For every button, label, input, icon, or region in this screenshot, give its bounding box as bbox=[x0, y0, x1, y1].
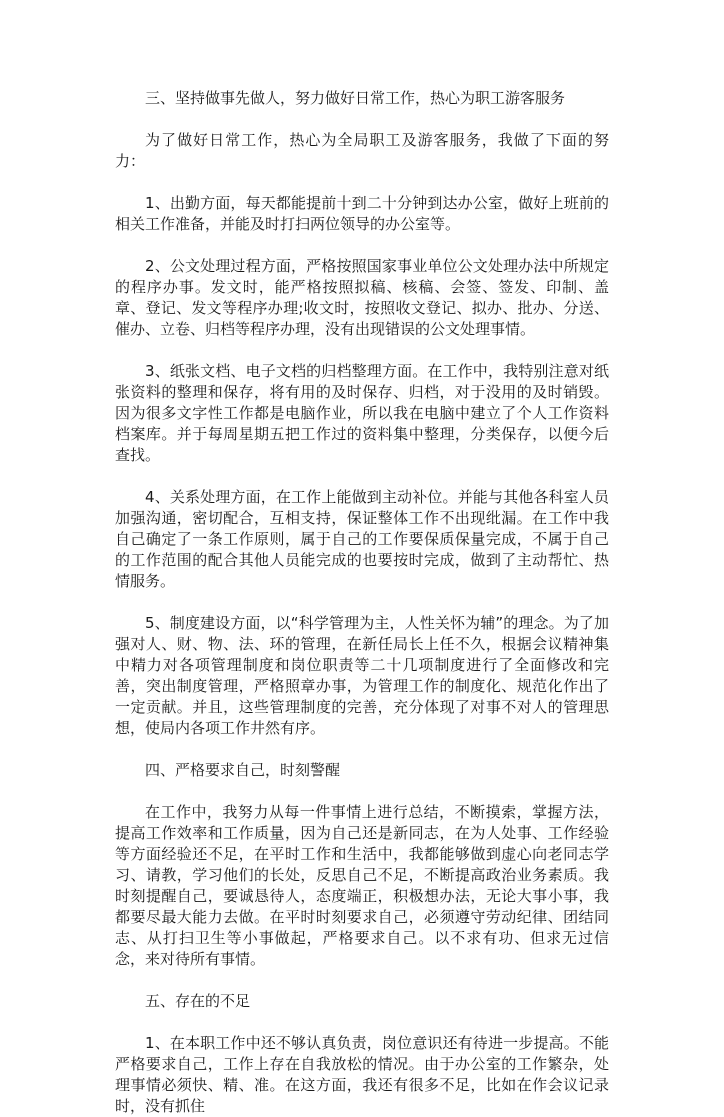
section-5-item-1: 1、在本职工作中还不够认真负责，岗位意识还有待进一步提高。不能严格要求自己，工作上存在自我放松的情况。由于办公室的工作繁杂，处理事情必须快、精、准。在这方面，我还有很多不足，比如在作会议记录时，没有抓住 bbox=[115, 1034, 609, 1115]
section-4-body: 在工作中，我努力从每一件事情上进行总结，不断摸索，掌握方法，提高工作效率和工作质量，因为自己还是新同志，在为人处事、工作经验等方面经验还不足，在平时工作和生活中，我都能够做到虚心向老同志学习、请教，学习他们的长处，反思自己不足，不断提高政治业务素质。我时刻提醒自己，要诚恳待人，态度端正，积极想办法，无论大事小事，我都要尽最大能力去做。在平时时刻要求自己，必须遵守劳动纪律、团结同志、从打扫卫生等小事做起，严格要求自己。以不求有功、但求无过信念，来对待所有事情。 bbox=[115, 803, 609, 968]
section-3-intro: 为了做好日常工作，热心为全局职工及游客服务，我做了下面的努力： bbox=[115, 131, 609, 170]
item-4-relationships: 4、关系处理方面，在工作上能做到主动补位。并能与其他各科室人员加强沟通，密切配合，互相支持，保证整体工作不出现纰漏。在工作中我自己确定了一条工作原则，属于自己的工作要保质保量完成，不属于自己的工作范围的配合其他人员能完成的也要按时完成，做到了主动帮忙、热情服务。 bbox=[115, 488, 609, 590]
item-1-attendance: 1、出勤方面，每天都能提前十到二十分钟到达办公室，做好上班前的相关工作准备，并能及时打扫两位领导的办公室等。 bbox=[115, 194, 609, 233]
section-4-heading: 四、严格要求自己，时刻警醒 bbox=[145, 761, 341, 779]
section-5-heading: 五、存在的不足 bbox=[145, 992, 251, 1010]
item-3-archiving: 3、纸张文档、电子文档的归档整理方面。在工作中，我特别注意对纸张资料的整理和保存，将有用的及时保存、归档，对于没用的及时销毁。因为很多文字性工作都是电脑作业，所以我在电脑中建立了个人工作资料档案库。并于每周星期五把工作过的资料集中整理，分类保存，以便今后查找。 bbox=[115, 362, 609, 464]
item-5-system-building: 5、制度建设方面，以“科学管理为主，人性关怀为辅”的理念。为了加强对人、财、物、法、环的管理，在新任局长上任不久，根据会议精神集中精力对各项管理制度和岗位职责等二十几项制度进行了全面修改和完善，突出制度管理，严格照章办事，为管理工作的制度化、规范化作出了一定贡献。并且，这些管理制度的完善，充分体现了对事不对人的管理思想，使局内各项工作井然有序。 bbox=[115, 614, 609, 737]
section-3-heading: 三、坚持做事先做人，努力做好日常工作，热心为职工游客服务 bbox=[145, 89, 566, 107]
document-page bbox=[115, 88, 609, 1117]
item-2-document-processing: 2、公文处理过程方面，严格按照国家事业单位公文处理办法中所规定的程序办事。发文时，能严格按照拟稿、核稿、会签、签发、印制、盖章、登记、发文等程序办理;收文时，按照收文登记、拟办、批办、分送、催办、立卷、归档等程序办理，没有出现错误的公文处理事情。 bbox=[115, 257, 609, 338]
